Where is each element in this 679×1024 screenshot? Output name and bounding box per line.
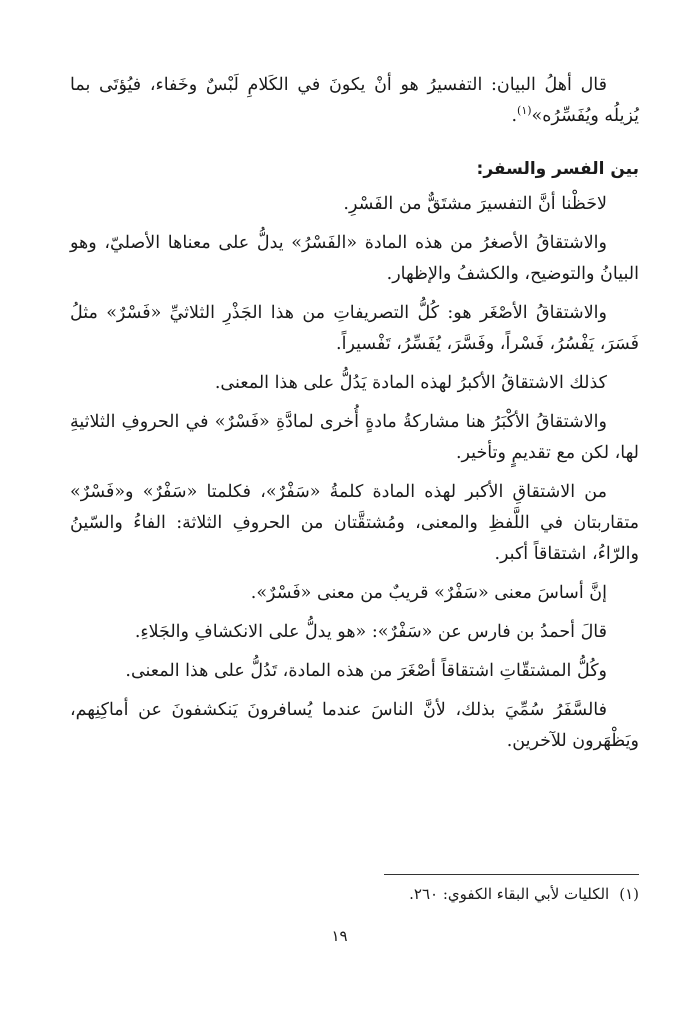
page-body [70, 70, 639, 765]
page-number: ١٩ [331, 927, 348, 945]
intro-end: . [511, 106, 518, 126]
paragraph-5: والاشتقاقُ الأكْبَرُ هنا مشاركةُ مادةٍ أُخرى لمادَّةِ «فَسْرٌ» في الحروفِ الثلاثيةِ لها، لكن مع تقديمٍ وتأخير. [70, 412, 639, 463]
section-heading: بين الفسر والسفر: [476, 159, 639, 179]
intro-paragraph [70, 70, 639, 132]
footnote-1 [409, 882, 639, 906]
paragraph-8: قالَ أحمدُ بن فارس عن «سَفْرٌ»: «هو يدلُّ على الانكشافِ والجَلاءِ. [134, 622, 607, 642]
footnote-divider [384, 874, 639, 875]
paragraph-7: إنَّ أساسَ معنى «سَفْرٌ» قريبٌ من معنى «فَسْرٌ». [250, 583, 607, 603]
paragraph-10: فالسَّفَرُ سُمِّيَ بذلك، لأنَّ الناسَ عندما يُسافرونَ يَنكشفونَ عن أماكِنِهم، ويَظْهَرون للآخرين. [70, 700, 639, 751]
paragraph-6: من الاشتقاقِ الأكبر لهذه المادة كلمةُ «سَفْرٌ»، فكلمتا «سَفْرٌ» و«فَسْرٌ» متقاربتان في اللَّفظِ والمعنى، ومُشتقَّتان من الحروفِ الثلاثة: الفاءُ والسّينُ والرّاءُ، اشتقاقاً أكبر. [70, 482, 639, 564]
intro-text: قال أهلُ البيان: التفسيرُ هو أنْ يكونَ في الكَلامِ لَبْسٌ وخَفاء، فيُؤتَى بما يُزيلُه ويُفَسِّرُه» [70, 75, 639, 126]
paragraph-2: والاشتقاقُ الأصغرُ من هذه المادة «الفَسْرُ» يدلُّ على معناها الأصليّ، وهو البيانُ والتوضيح، والكشفُ والإظهار. [70, 233, 639, 284]
paragraph-1: لاحَظْنا أنَّ التفسيرَ مشتَقٌّ من الفَسْرِ. [343, 194, 607, 214]
paragraph-4: كذلك الاشتقاقُ الأكبرُ لهذه المادة يَدُلُّ على هذا المعنى. [214, 373, 607, 393]
footnote-text: الكليات لأبي البقاء الكفوي: ٢٦٠. [409, 885, 610, 903]
footnote-number: (١) [619, 885, 639, 903]
footnote-reference[interactable]: (١) [517, 104, 532, 118]
paragraph-3: والاشتقاقُ الأصْغَر هو: كُلُّ التصريفاتِ من هذا الجَذْرِ الثلاثيِّ «فَسْرٌ» مثلُ فَسَرَ، يَفْسُرُ، فَسْراً، وفَسَّرَ، يُفَسِّرُ، تَفْسيراً. [70, 303, 639, 354]
paragraph-9: وكُلُّ المشتقّاتِ اشتقاقاً أصْغَرَ من هذه المادة، تَدُلُّ على هذا المعنى. [125, 661, 607, 681]
